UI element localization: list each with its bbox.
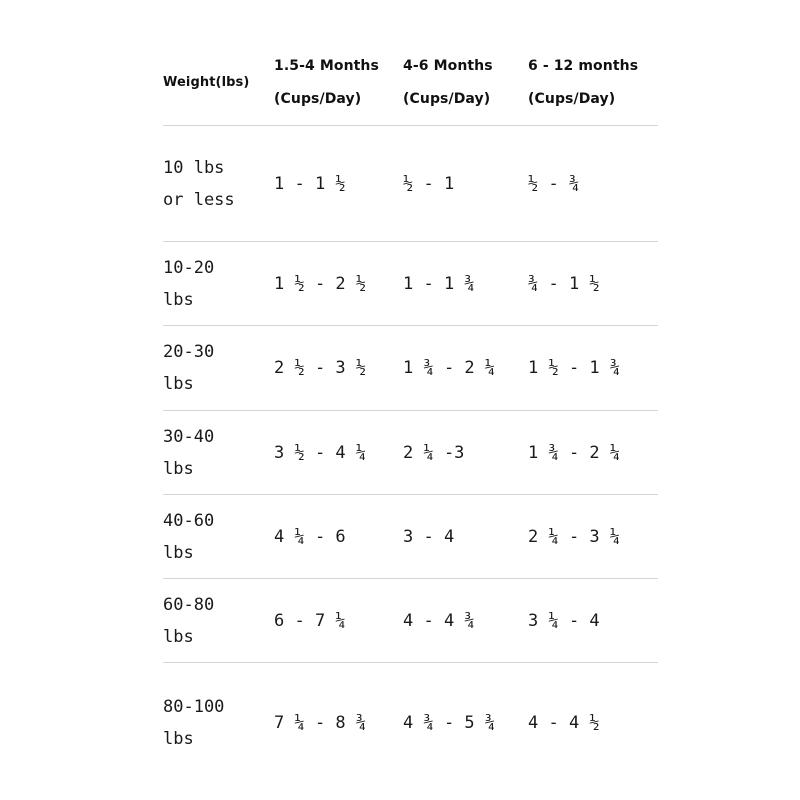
cups-4-6-months-cell: 1 - 1 ¾ [403,273,475,294]
header-6-12-months-unit: (Cups/Day) [528,90,616,107]
table-row [163,242,658,326]
cups-1-5-4-months-cell: 6 - 7 ¼ [274,610,346,631]
cups-4-6-months-cell: 2 ¼ -3 [403,442,465,463]
cups-4-6-months-cell: 3 - 4 [403,526,455,547]
cups-6-12-months-cell: ½ - ¾ [528,173,580,194]
cups-6-12-months-cell: 1 ½ - 1 ¾ [528,358,621,378]
cups-1-5-4-months-cell: 4 ¼ - 6 [274,526,346,547]
weight-cell: 40-60 lbs [163,510,215,563]
cups-4-6-months-cell: ½ - 1 [403,173,455,194]
cups-6-12-months-cell: ¾ - 1 ½ [528,273,600,294]
cups-1-5-4-months-cell: 3 ½ - 4 ¼ [274,442,367,463]
cups-6-12-months-cell: 3 ¼ - 4 [528,610,600,631]
cups-4-6-months-cell: 4 - 4 ¾ [403,610,475,631]
weight-cell: 30-40 lbs [163,426,215,479]
header-weight-label: Weight(lbs) [163,75,250,90]
table-row [163,411,658,495]
table-row [163,326,658,411]
cups-1-5-4-months-cell: 1 ½ - 2 ½ [274,273,367,294]
header-1-5-4-months-label: 1.5-4 Months [274,57,379,74]
header-1-5-4-months [274,50,403,116]
header-4-6-months-unit: (Cups/Day) [403,90,491,107]
cups-6-12-months-cell: 4 - 4 ½ [528,712,600,733]
weight-cell: 10-20 lbs [163,257,215,310]
cups-6-12-months-cell: 1 ¾ - 2 ¼ [528,442,621,463]
header-4-6-months-label: 4-6 Months [403,57,493,74]
cups-1-5-4-months-cell: 7 ¼ - 8 ¾ [274,712,367,733]
weight-cell: 80-100 lbs [163,696,225,749]
table-row [163,495,658,579]
weight-cell: 10 lbs or less [163,157,235,210]
table-header-row [163,40,658,126]
cups-1-5-4-months-cell: 1 - 1 ½ [274,173,346,194]
weight-cell: 20-30 lbs [163,342,215,394]
header-6-12-months-label: 6 - 12 months [528,57,639,74]
header-6-12-months [528,50,658,116]
header-weight [163,66,274,99]
cups-1-5-4-months-cell: 2 ½ - 3 ½ [274,358,367,378]
cups-4-6-months-cell: 1 ¾ - 2 ¼ [403,358,496,378]
feeding-chart-table [163,40,658,782]
cups-6-12-months-cell: 2 ¼ - 3 ¼ [528,526,621,547]
weight-cell: 60-80 lbs [163,594,215,647]
header-4-6-months [403,50,528,116]
table-row [163,579,658,663]
table-row [163,663,658,782]
cups-4-6-months-cell: 4 ¾ - 5 ¾ [403,712,496,733]
header-1-5-4-months-unit: (Cups/Day) [274,90,362,107]
table-row [163,126,658,242]
